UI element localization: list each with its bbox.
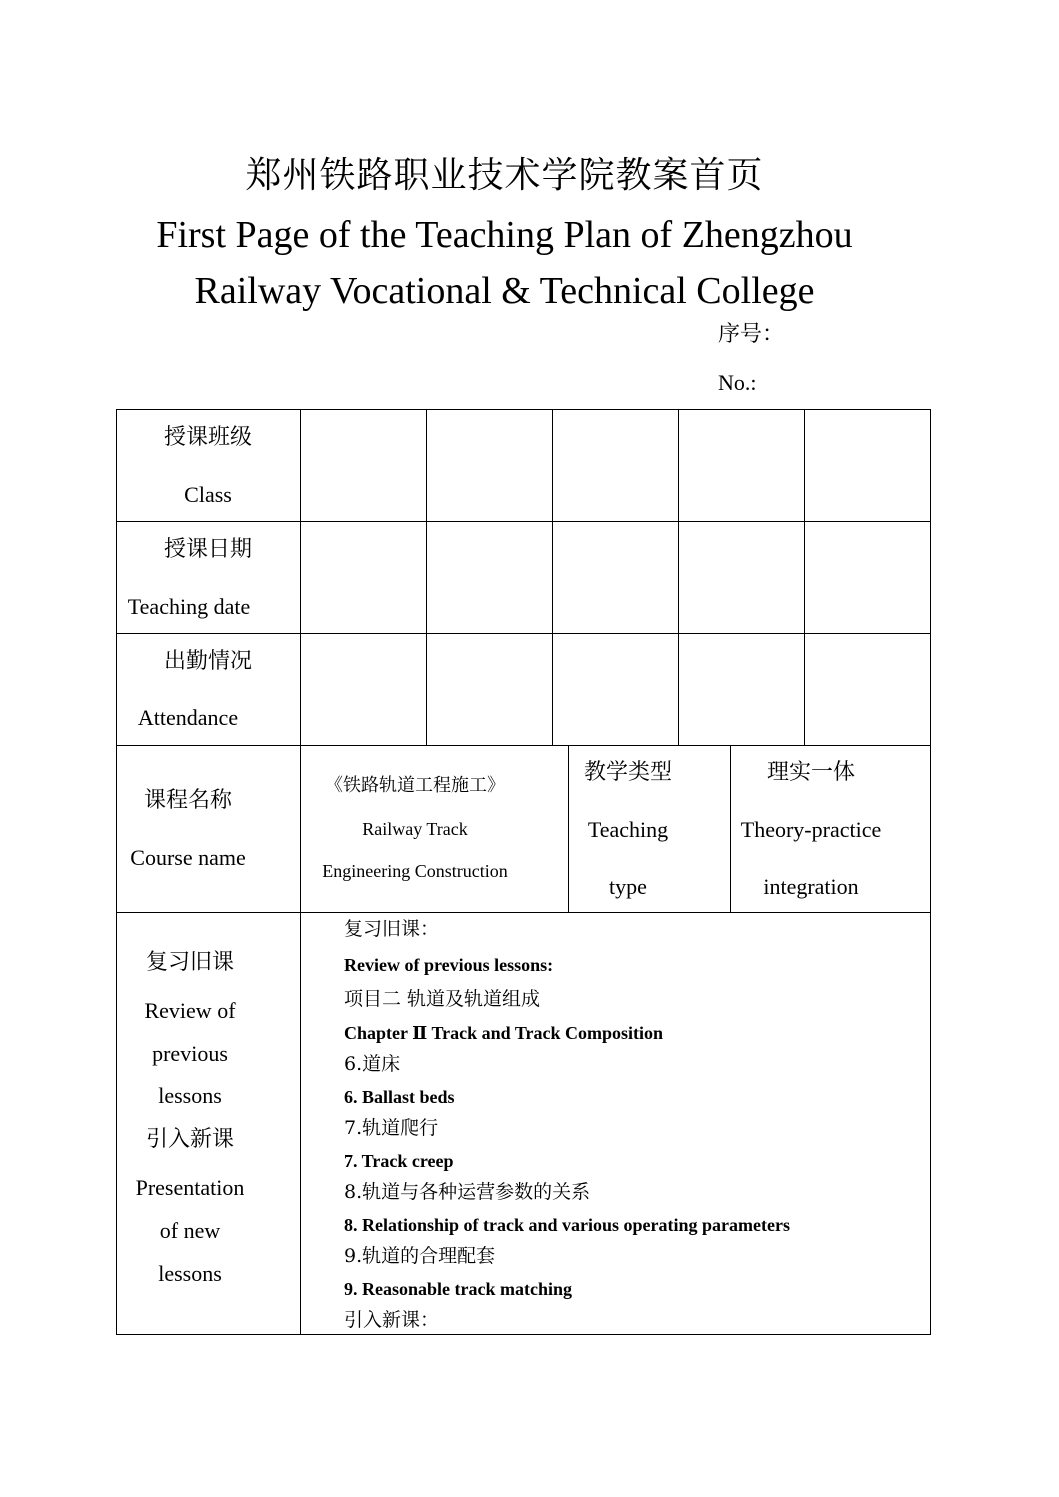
review-line: Chapter Ⅱ Track and Track Composition xyxy=(344,1023,664,1043)
course-name-value-chinese: 《铁路轨道工程施工》 xyxy=(325,775,505,796)
table-rule xyxy=(678,409,679,745)
teaching-type-value-english-line-1: Theory-practice xyxy=(740,817,882,842)
review-line: 8. Relationship of track and various operating parameters xyxy=(344,1215,790,1235)
attendance-label-chinese: 出勤情况 xyxy=(163,649,252,674)
review-line: 7.轨道爬行 xyxy=(344,1117,439,1139)
course-name-label-english: Course name xyxy=(130,845,246,870)
new-lesson-label-english: lessons xyxy=(158,1261,222,1286)
serial-number-label-english: No.: xyxy=(718,370,757,395)
class-label-english: Class xyxy=(184,482,232,507)
page-title-chinese: 郑州铁路职业技术学院教案首页 xyxy=(245,155,764,196)
teaching-type-label-english-line-2: type xyxy=(609,874,647,899)
page-title-english-line-1: First Page of the Teaching Plan of Zhengzhou xyxy=(156,214,853,256)
table-rule xyxy=(116,912,931,913)
new-lesson-label-english: Presentation xyxy=(135,1175,245,1200)
review-line: 项目二 轨道及轨道组成 xyxy=(344,988,541,1010)
review-label-english: lessons xyxy=(158,1083,222,1108)
review-line: 9.轨道的合理配套 xyxy=(344,1245,496,1267)
teaching-date-label-chinese: 授课日期 xyxy=(163,537,252,562)
review-line: 8.轨道与各种运营参数的关系 xyxy=(344,1181,591,1203)
teaching-type-label-chinese: 教学类型 xyxy=(583,760,672,785)
class-label-chinese: 授课班级 xyxy=(163,425,252,450)
new-lesson-label-english: of new xyxy=(159,1218,221,1243)
review-line: 复习旧课： xyxy=(344,918,440,940)
review-line: 6.道床 xyxy=(344,1053,401,1075)
teaching-type-value-chinese: 理实一体 xyxy=(766,760,855,785)
review-label-english: Review of xyxy=(144,998,236,1023)
review-line: 7. Track creep xyxy=(344,1151,454,1171)
table-rule xyxy=(116,745,931,746)
course-name-value-english-line-1: Railway Track xyxy=(362,819,468,839)
review-label-chinese: 复习旧课 xyxy=(145,950,234,975)
new-lesson-label-chinese: 引入新课 xyxy=(145,1127,234,1152)
review-line: 引入新课： xyxy=(344,1309,440,1331)
serial-number-label-chinese: 序号： xyxy=(718,322,785,347)
teaching-type-label-english-line-1: Teaching xyxy=(587,817,669,842)
table-rule xyxy=(116,521,931,522)
table-rule xyxy=(552,409,553,745)
review-line: Review of previous lessons: xyxy=(344,955,554,975)
course-name-value-english-line-2: Engineering Construction xyxy=(322,861,508,881)
table-rule xyxy=(426,409,427,745)
table-rule xyxy=(804,409,805,745)
teaching-type-value-english-line-2: integration xyxy=(763,874,859,899)
course-name-label-chinese: 课程名称 xyxy=(143,788,232,813)
review-label-english: previous xyxy=(152,1041,228,1066)
review-line: 6. Ballast beds xyxy=(344,1087,455,1107)
page-title-english-line-2: Railway Vocational & Technical College xyxy=(194,270,815,312)
teaching-date-label-english: Teaching date xyxy=(127,594,251,619)
table-rule xyxy=(116,633,931,634)
attendance-label-english: Attendance xyxy=(137,705,239,730)
review-line: 9. Reasonable track matching xyxy=(344,1279,572,1299)
